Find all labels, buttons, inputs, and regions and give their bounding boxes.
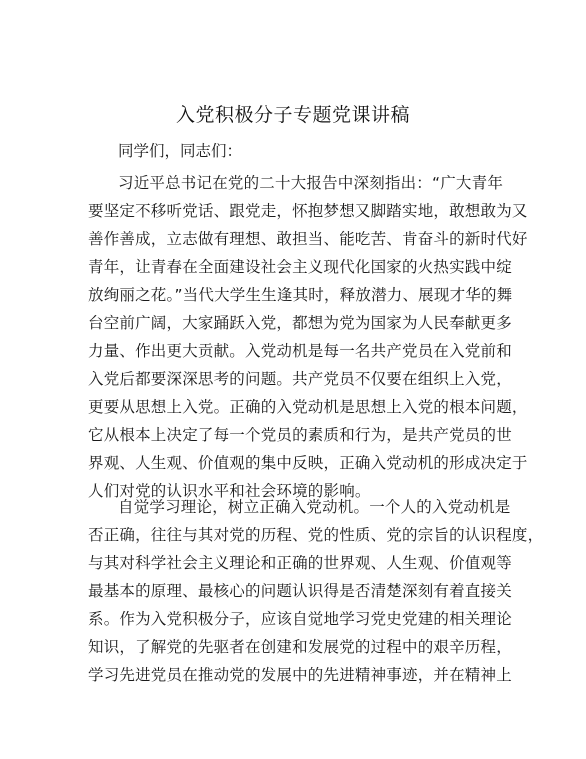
text-line: 青年，让青春在全面建设社会主义现代化国家的火热实践中绽 [88, 258, 512, 276]
text-line: 知识，了解党的先驱者在创建和发展党的过程中的艰辛历程， [88, 638, 512, 656]
text-line: 更要从思想上入党。正确的入党动机是思想上入党的根本问题， [88, 398, 528, 416]
text-line: 习近平总书记在党的二十大报告中深刻指出：“广大青年 [118, 174, 504, 192]
text-line: 善作善成，立志做有理想、敢担当、能吃苦、肯奋斗的新时代好 [88, 230, 528, 248]
text-line: 力量、作出更大贡献。入党动机是每一名共产党员在入党前和 [88, 342, 512, 360]
salutation: 同学们，同志们： [118, 142, 243, 160]
text-line: 要坚定不移听党话、跟党走，怀抱梦想又脚踏实地，敢想敢为又 [88, 202, 528, 220]
text-line: 人们对党的认识水平和社会环境的影响。 [88, 482, 371, 500]
paragraph-1 [88, 169, 528, 505]
text-line: 入党后都要深深思考的问题。共产党员不仅要在组织上入党， [88, 370, 512, 388]
text-line: 学习先进党员在推动党的发展中的先进精神事迹，并在精神上 [88, 666, 512, 684]
text-line: 系。作为入党积极分子，应该自觉地学习党史党建的相关理论 [88, 610, 512, 628]
paragraph-2 [88, 493, 544, 689]
text-line: 界观、人生观、价值观的集中反映，正确入党动机的形成决定于 [88, 454, 528, 472]
text-line: 与其对科学社会主义理论和正确的世界观、人生观、价值观等 [88, 554, 512, 572]
text-line: 放绚丽之花。”当代大学生生逢其时，释放潜力、展现才华的舞 [88, 286, 513, 304]
text-line: 它从根本上决定了每一个党员的素质和行为，是共产党员的世 [88, 426, 512, 444]
document-title: 入党积极分子专题党课讲稿 [175, 104, 410, 126]
text-line: 否正确，往往与其对党的历程、党的性质、党的宗旨的认识程度， [88, 526, 544, 544]
text-line: 自觉学习理论，树立正确入党动机。一个人的入党动机是 [118, 498, 511, 516]
text-line: 台空前广阔，大家踊跃入党，都想为党为国家为人民奉献更多 [88, 314, 512, 332]
text-line: 最基本的原理、最核心的问题认识得是否清楚深刻有着直接关 [88, 582, 512, 600]
